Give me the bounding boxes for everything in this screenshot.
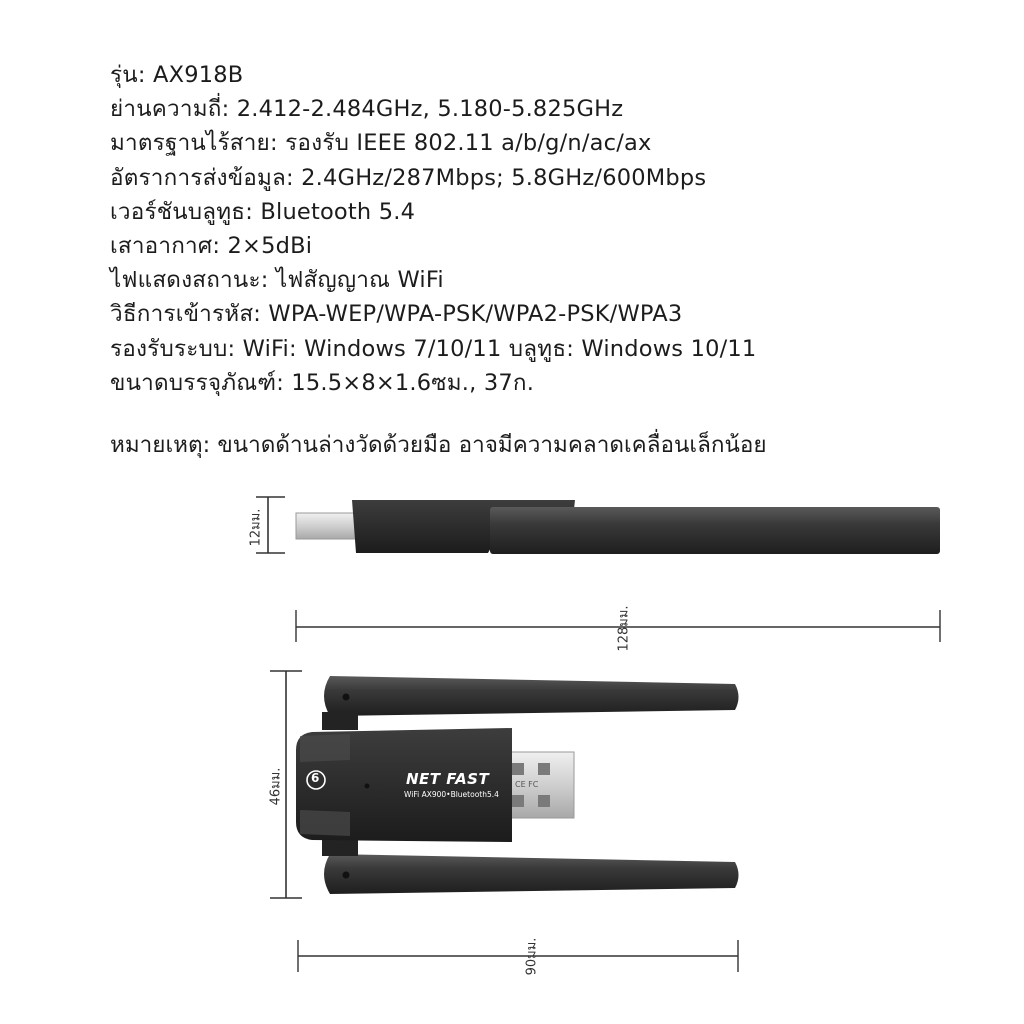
usb-contact bbox=[512, 763, 524, 775]
top-width-label: 90มม. bbox=[524, 937, 540, 976]
side-view bbox=[256, 497, 940, 642]
spec-line: ขนาดบรรจุภัณฑ์: 15.5×8×1.6ซม., 37ก. bbox=[110, 369, 535, 396]
spec-line: เสาอากาศ: 2×5dBi bbox=[110, 233, 313, 260]
side-height-label: 12มม. bbox=[248, 508, 264, 547]
usb-contact bbox=[512, 795, 524, 807]
spec-line: รุ่น: AX918B bbox=[110, 62, 244, 88]
measurement-note: หมายเหตุ: ขนาดด้านล่างวัดด้วยมือ อาจมีความคลาดเคลื่อนเล็กน้อย bbox=[110, 432, 767, 458]
usb-contact bbox=[538, 795, 550, 807]
status-led bbox=[365, 784, 370, 789]
spec-line: เวอร์ชันบลูทูธ: Bluetooth 5.4 bbox=[110, 198, 416, 225]
top-antenna-lower bbox=[324, 854, 739, 894]
spec-line: ไฟแสดงสถานะ: ไฟสัญญาณ WiFi bbox=[110, 267, 444, 294]
wifi6-badge-number: 6 bbox=[311, 771, 320, 785]
spec-line: วิธีการเข้ารหัส: WPA-WEP/WPA-PSK/WPA2-PSK/WPA3 bbox=[110, 301, 683, 328]
spec-line: อัตราการส่งข้อมูล: 2.4GHz/287Mbps; 5.8GHz/600Mbps bbox=[110, 164, 707, 191]
top-view bbox=[270, 671, 739, 972]
side-length-label: 128มม. bbox=[616, 605, 632, 652]
top-antenna-upper bbox=[324, 676, 739, 716]
usb-certification-marks: CE FC bbox=[515, 780, 539, 789]
spec-line: มาตรฐานไร้สาย: รองรับ IEEE 802.11 a/b/g/n/ac/ax bbox=[110, 130, 652, 157]
spec-line: ย่านความถี่: 2.412-2.484GHz, 5.180-5.825GHz bbox=[110, 96, 624, 123]
brand-logo: NET FAST bbox=[406, 770, 490, 788]
model-line: WiFi AX900•Bluetooth5.4 bbox=[404, 790, 499, 799]
top-height-label: 46มม. bbox=[268, 767, 284, 806]
spec-line: รองรับระบบ: WiFi: Windows 7/10/11 บลูทูธ: Windows 10/11 bbox=[110, 335, 757, 362]
usb-contact bbox=[538, 763, 550, 775]
side-usb-plug bbox=[296, 513, 356, 539]
side-antenna bbox=[490, 507, 940, 554]
